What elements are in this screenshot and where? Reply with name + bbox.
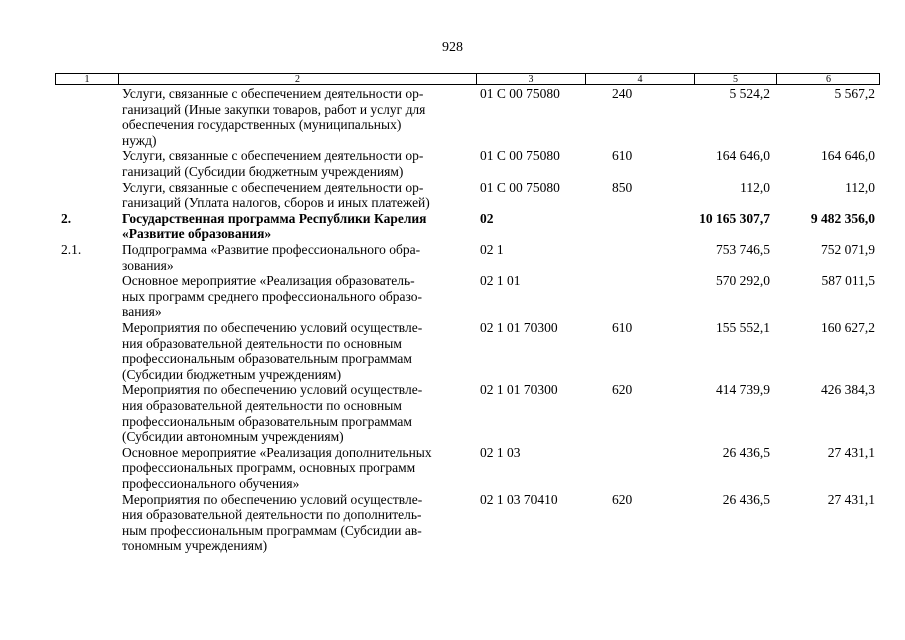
row-name-line: Государственная программа Республики Карелия: [122, 210, 427, 226]
row-value-2: 426 384,3: [821, 382, 875, 398]
row-value-2: 587 011,5: [821, 273, 875, 289]
row-name-line: Основное мероприятие «Реализация образователь-: [122, 273, 415, 289]
row-expense-type: 610: [612, 319, 633, 335]
row-value-2: 164 646,0: [821, 148, 875, 164]
row-value-2: 5 567,2: [834, 86, 875, 101]
row-name: [122, 86, 473, 148]
table-header: [55, 73, 880, 85]
table-row: [55, 211, 880, 242]
row-name-line: ных программ среднего профессионального образо-: [122, 288, 422, 304]
row-code: 02: [480, 210, 494, 226]
row-name: [122, 492, 473, 554]
row-value-1: 112,0: [740, 179, 770, 195]
table-row: [55, 273, 880, 320]
row-name-line: Подпрограмма «Развитие профессионального обра-: [122, 241, 421, 257]
row-expense-type: 620: [612, 491, 633, 507]
row-value-2: 27 431,1: [827, 491, 875, 507]
row-name-line: «Развитие образования»: [122, 226, 272, 242]
header-col-2: 2: [118, 74, 476, 84]
row-value-1: 753 746,5: [716, 241, 770, 257]
row-name-line: профессионального обучения»: [122, 475, 300, 491]
row-value-1: 26 436,5: [722, 491, 770, 507]
table-row: [55, 242, 880, 273]
header-col-3: 3: [476, 74, 585, 84]
row-name-line: ным профессиональным программам (Субсидии ав-: [122, 522, 422, 538]
row-name-line: профессиональным образовательным программам: [122, 413, 412, 429]
table-row: [55, 148, 880, 179]
row-name-line: ганизаций (Субсидии бюджетным учреждениям): [122, 163, 404, 179]
table-row: [55, 445, 880, 492]
header-col-6: 6: [776, 74, 880, 84]
row-value-1: 10 165 307,7: [699, 210, 770, 226]
row-name-line: ганизаций (Уплата налогов, сборов и иных платежей): [122, 195, 430, 211]
row-code: 02 1 03: [480, 444, 521, 460]
row-value-2: 160 627,2: [821, 319, 875, 335]
header-col-5: 5: [694, 74, 776, 84]
row-name-line: зования»: [122, 257, 174, 273]
row-name: [122, 211, 473, 242]
row-expense-type: 850: [612, 179, 633, 195]
row-code: 01 С 00 75080: [480, 179, 560, 195]
row-code: 02 1 01 70300: [480, 319, 558, 335]
table-row: [55, 180, 880, 211]
row-code: 01 С 00 75080: [480, 148, 560, 164]
row-name-line: тономным учреждениям): [122, 538, 268, 554]
table-row: [55, 320, 880, 382]
row-name: [122, 320, 473, 382]
row-name: [122, 180, 473, 211]
page-number: 928: [442, 40, 463, 55]
row-value-1: 5 524,2: [729, 86, 770, 101]
table-row: [55, 382, 880, 444]
row-value-1: 26 436,5: [722, 444, 770, 460]
row-name-line: Услуги, связанные с обеспечением деятельности ор-: [122, 179, 424, 195]
row-code: 02 1 01 70300: [480, 382, 558, 398]
row-value-1: 155 552,1: [716, 319, 770, 335]
row-value-1: 414 739,9: [716, 382, 770, 398]
table-body: [55, 86, 880, 554]
row-name-line: обеспечения государственных (муниципальных): [122, 117, 402, 133]
row-code: 02 1 01: [480, 273, 521, 289]
row-value-2: 9 482 356,0: [810, 210, 875, 226]
row-name: [122, 273, 473, 320]
row-code: 02 1 03 70410: [480, 491, 558, 507]
row-name-line: Мероприятия по обеспечению условий осуществле-: [122, 491, 423, 507]
row-name-line: ния образовательной деятельности по дополнитель-: [122, 507, 422, 523]
row-value-2: 27 431,1: [827, 444, 875, 460]
table-row: [55, 492, 880, 554]
row-name-line: ганизаций (Иные закупки товаров, работ и услуг для: [122, 101, 426, 117]
row-name-line: Мероприятия по обеспечению условий осуществле-: [122, 382, 423, 398]
row-value-2: 752 071,9: [821, 241, 875, 257]
header-col-4: 4: [585, 74, 694, 84]
header-col-1: 1: [84, 74, 90, 85]
row-name: [122, 445, 473, 492]
row-name-line: профессиональным образовательным программам: [122, 351, 412, 367]
row-name-line: (Субсидии автономным учреждениям): [122, 429, 344, 445]
row-name-line: профессиональных программ, основных программ: [122, 460, 416, 476]
table-row: [55, 86, 880, 148]
row-name-line: нужд): [122, 132, 157, 148]
row-value-2: 112,0: [845, 179, 875, 195]
row-name-line: ния образовательной деятельности по основным: [122, 335, 402, 351]
row-name-line: вания»: [122, 304, 162, 320]
row-name: [122, 242, 473, 273]
row-name-line: ния образовательной деятельности по основным: [122, 397, 402, 413]
row-name: [122, 148, 473, 179]
row-code: 02 1: [480, 241, 504, 257]
row-expense-type: 610: [612, 148, 633, 164]
row-name: [122, 382, 473, 444]
row-code: 01 С 00 75080: [480, 86, 560, 101]
row-name-line: Услуги, связанные с обеспечением деятельности ор-: [122, 86, 424, 101]
row-name-line: (Субсидии бюджетным учреждениям): [122, 366, 342, 382]
row-expense-type: 620: [612, 382, 633, 398]
row-number: 2.: [61, 210, 72, 226]
row-name-line: Основное мероприятие «Реализация дополнительных: [122, 444, 432, 460]
row-name-line: Мероприятия по обеспечению условий осуществле-: [122, 319, 423, 335]
row-value-1: 570 292,0: [716, 273, 770, 289]
row-value-1: 164 646,0: [716, 148, 770, 164]
row-name-line: Услуги, связанные с обеспечением деятельности ор-: [122, 148, 424, 164]
row-number: 2.1.: [61, 241, 82, 257]
row-expense-type: 240: [612, 86, 633, 101]
